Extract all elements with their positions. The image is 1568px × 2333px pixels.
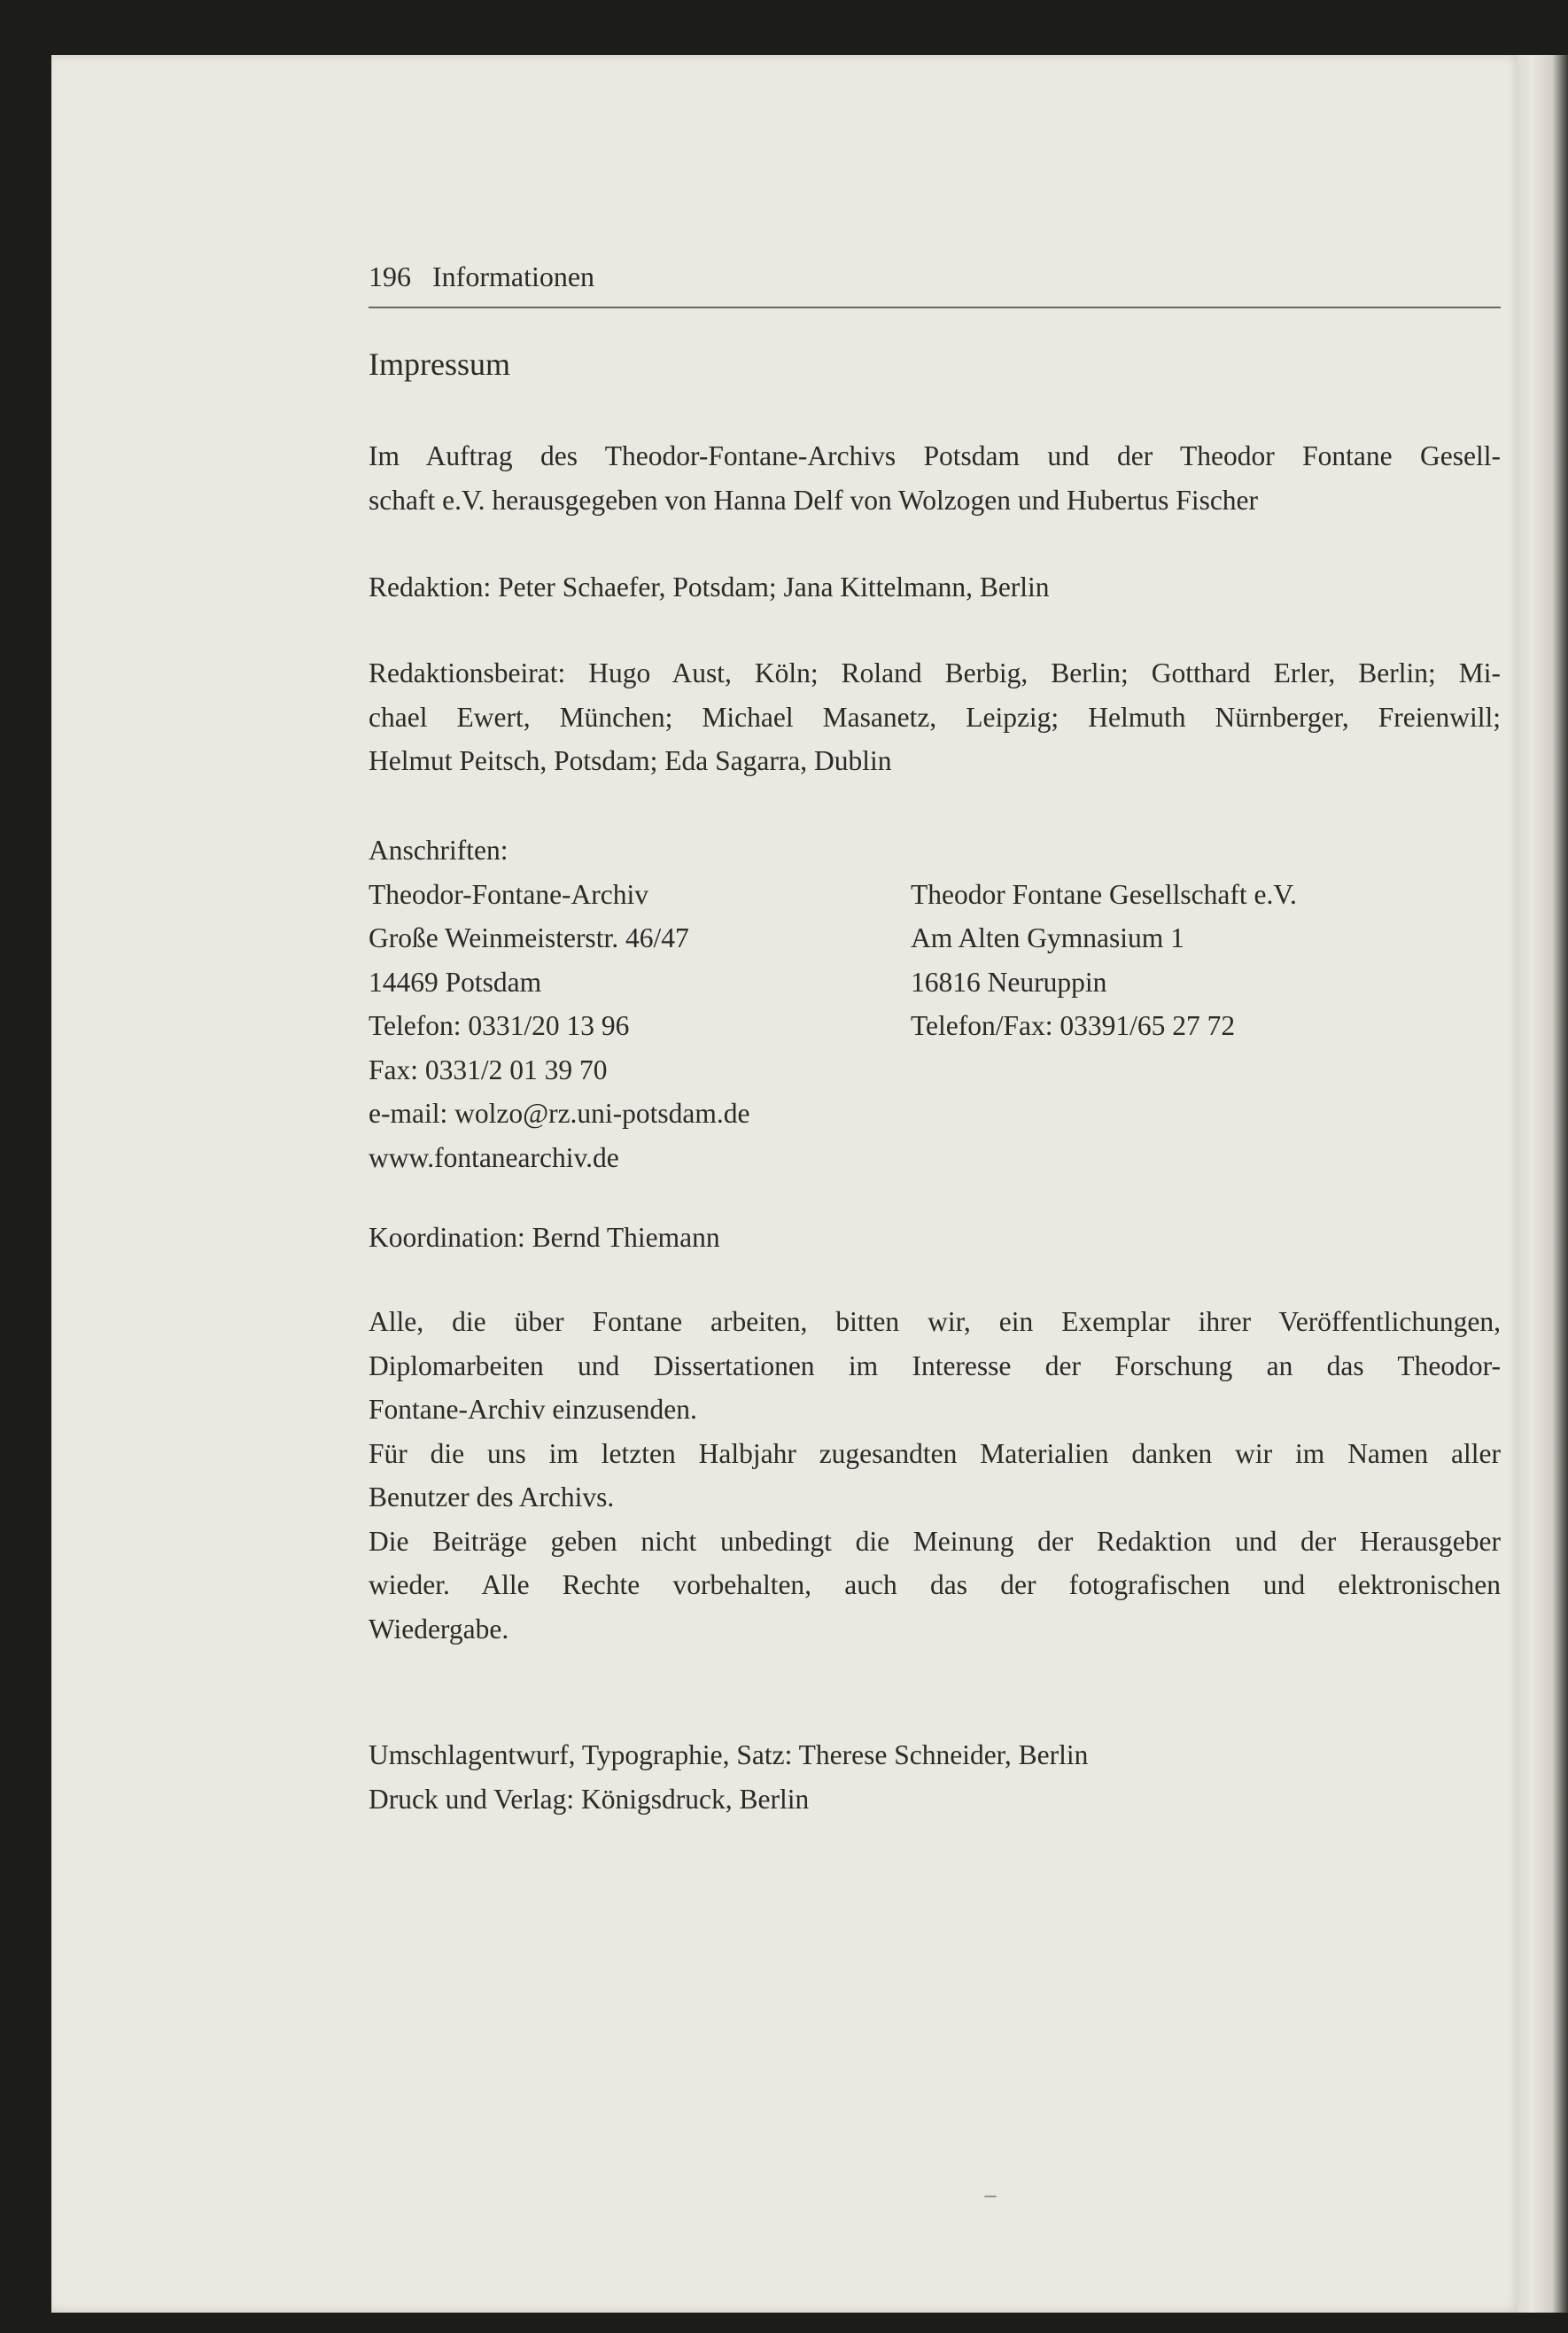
addresses-label: Anschriften: [369,835,508,866]
archive-address [369,873,911,1180]
address-block [369,828,1501,1179]
koordination-paragraph [369,1216,1501,1260]
society-street: Am Alten Gymnasium 1 [911,922,1184,953]
text-line: Benutzer des Archivs. [369,1481,615,1513]
archive-website: www.fontanearchiv.de [369,1141,619,1173]
text-line: Druck und Verlag: Königsdruck, Berlin [369,1783,810,1815]
page-edge [1517,55,1568,2313]
text-line: Die Beiträge geben nicht unbedingt die Meinung der Redaktion und der Herausgeber [369,1525,1501,1557]
archive-phone: Telefon: 0331/20 13 96 [369,1010,630,1041]
society-city: 16816 Neuruppin [911,966,1107,998]
society-phone: Telefon/Fax: 03391/65 27 72 [911,1010,1236,1041]
text-line: Wiedergabe. [369,1613,509,1645]
hinweise-paragraph [369,1300,1501,1651]
text-line: Alle, die über Fontane arbeiten, bitten wir, ein Exemplar ihrer Veröffentlichungen, [369,1306,1501,1337]
text-line: Umschlagentwurf, Typographie, Satz: Therese Schneider, Berlin [369,1739,1089,1770]
archive-fax: Fax: 0331/2 01 39 70 [369,1054,608,1085]
footer-mark: – [984,2181,997,2207]
text-line: Redaktion: Peter Schaefer, Potsdam; Jana Kittelmann, Berlin [369,572,1050,603]
text-line: schaft e.V. herausgegeben von Hanna Delf von Wolzogen und Hubertus Fischer [369,484,1259,516]
text-line: Fontane-Archiv einzusenden. [369,1394,697,1425]
address-columns [369,873,1501,1180]
archive-name: Theodor-Fontane-Archiv [369,878,649,910]
herstellung-paragraph [369,1733,1501,1821]
book-page [51,55,1522,2313]
text-line: Redaktionsbeirat: Hugo Aust, Köln; Roland Berbig, Berlin; Gotthard Erler, Berlin; Mi- [369,657,1501,688]
text-line: Für die uns im letzten Halbjahr zugesandten Materialien danken wir im Namen aller [369,1437,1501,1469]
text-line: Diplomarbeiten und Dissertationen im Interesse der Forschung an das Theodor- [369,1349,1501,1381]
running-head [369,261,1501,308]
running-head-section: Informationen [432,261,595,292]
archive-street: Große Weinmeisterstr. 46/47 [369,922,689,953]
text-line: Im Auftrag des Theodor-Fontane-Archivs Potsdam und der Theodor Fontane Gesell- [369,440,1501,471]
redaktion-paragraph [369,565,1501,610]
society-name: Theodor Fontane Gesellschaft e.V. [911,878,1297,910]
auftrag-paragraph [369,434,1501,522]
archive-city: 14469 Potsdam [369,966,542,998]
text-line: Koordination: Bernd Thiemann [369,1222,720,1253]
text-line: Helmut Peitsch, Potsdam; Eda Sagarra, Dublin [369,745,892,776]
section-title: Impressum [369,346,510,382]
redaktionsbeirat-paragraph [369,651,1501,783]
archive-email: e-mail: wolzo@rz.uni-potsdam.de [369,1098,750,1129]
society-address [911,873,1501,1180]
text-line: wieder. Alle Rechte vorbehalten, auch das der fotografischen und elektronischen [369,1569,1501,1600]
text-line: chael Ewert, München; Michael Masanetz, Leipzig; Helmuth Nürnberger, Freienwill; [369,701,1501,733]
page-number: 196 [369,261,411,292]
